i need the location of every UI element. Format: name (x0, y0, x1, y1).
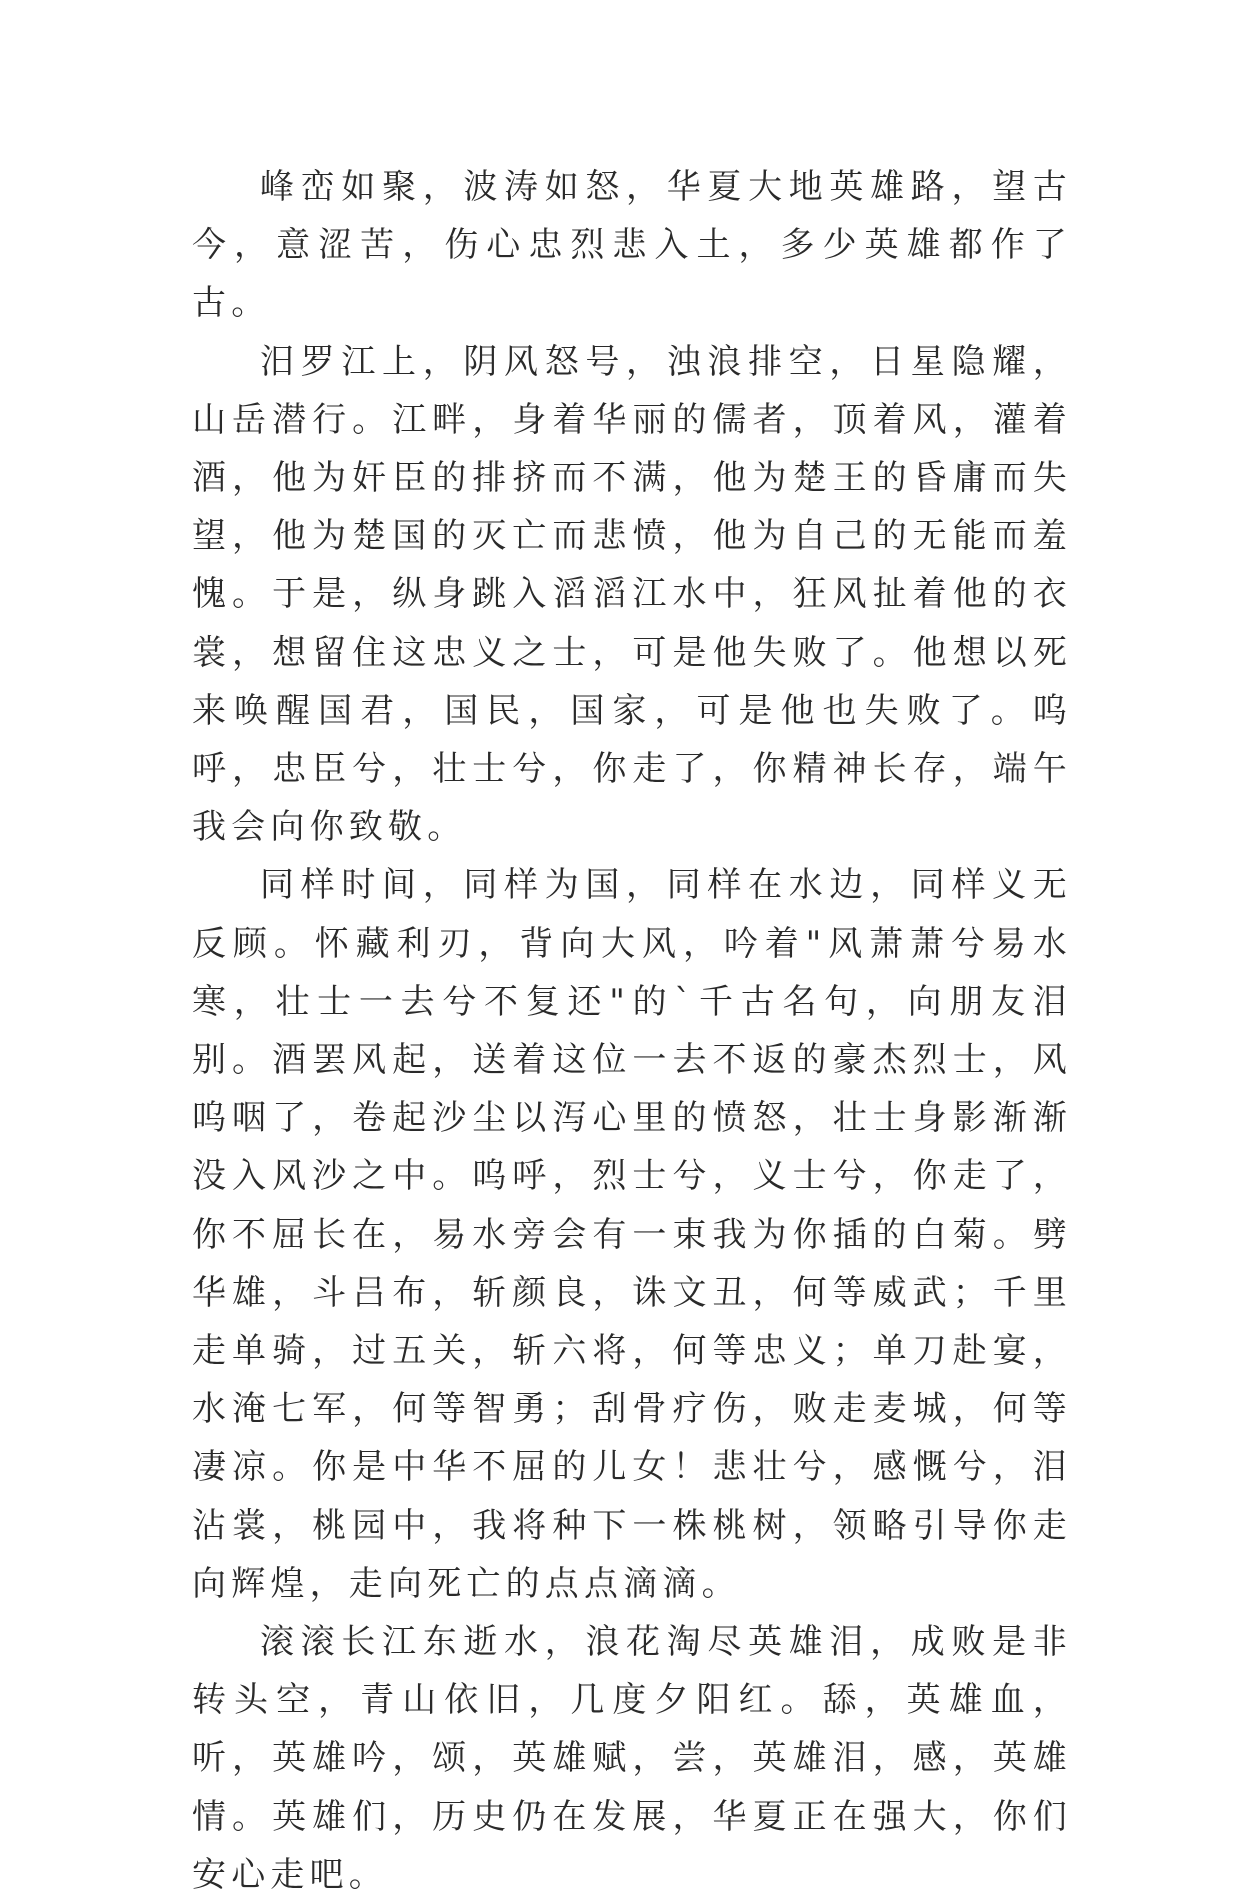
paragraph-3: 同样时间，同样为国，同样在水边，同样义无反顾。怀藏利刃，背向大风，吟着"风萧萧兮易水寒，壮士一去兮不复还"的`千古名句，向朋友泪别。酒罢风起，送着这位一去不返的豪杰烈士，风呜咽了，卷起沙尘以泻心里的愤怒，壮士身影渐渐没入风沙之中。呜呼，烈士兮，义士兮，你走了，你不屈长在，易水旁会有一束我为你插的白菊。劈华雄，斗吕布，斩颜良，诛文丑，何等威武；千里走单骑，过五关，斩六将，何等忠义；单刀赴宴，水淹七军，何等智勇；刮骨疗伤，败走麦城，何等凄凉。你是中华不屈的儿女！悲壮兮，感慨兮，泪沾裳，桃园中，我将种下一株桃树，领略引导你走向辉煌，走向死亡的点点滴滴。 (192, 865, 1072, 1604)
paragraph-4: 滚滚长江东逝水，浪花淘尽英雄泪，成败是非转头空，青山依旧，几度夕阳红。舔，英雄血，听，英雄吟，颂，英雄赋，尝，英雄泪，感，英雄情。英雄们，历史仍在发展，华夏正在强大，你们安心走吧。 (192, 1622, 1072, 1895)
paragraph-1: 峰峦如聚，波涛如怒，华夏大地英雄路，望古今，意涩苦，伤心忠烈悲入土，多少英雄都作了古。 (192, 167, 1072, 324)
paragraph-2: 汨罗江上，阴风怒号，浊浪排空，日星隐耀，山岳潜行。江畔，身着华丽的儒者，顶着风，灌着酒，他为奸臣的排挤而不满，他为楚王的昏庸而失望，他为楚国的灭亡而悲愤，他为自己的无能而羞愧。于是，纵身跳入滔滔江水中，狂风扯着他的衣裳，想留住这忠义之士，可是他失败了。他想以死来唤醒国君，国民，国家，可是他也失败了。呜呼，忠臣兮，壮士兮，你走了，你精神长存，端午我会向你致敬。 (192, 341, 1072, 848)
document-body (192, 158, 1072, 1904)
